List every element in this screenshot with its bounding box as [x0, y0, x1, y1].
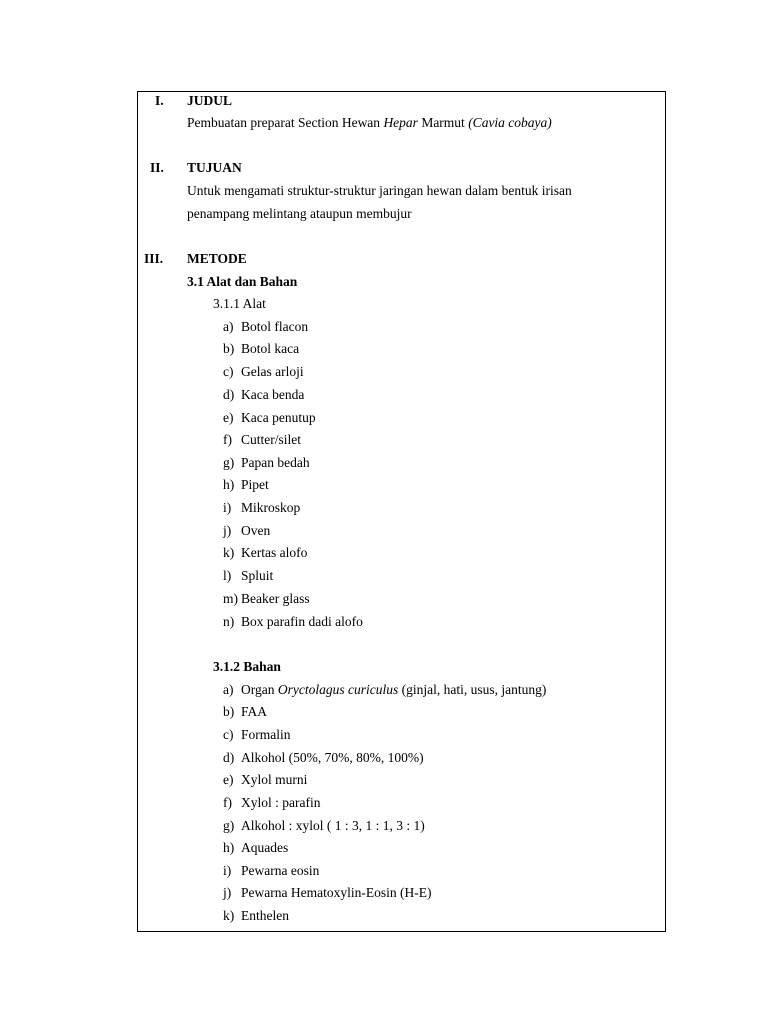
judul-text-italic-hepar: Hepar: [383, 115, 418, 130]
list-item-text: Oven: [241, 523, 271, 538]
list-item: [223, 885, 431, 901]
list-item: [223, 477, 269, 493]
list-item: [223, 727, 291, 743]
list-item-label: i): [223, 500, 232, 515]
list-item-text: Cutter/silet: [241, 432, 301, 447]
list-item-label: i): [223, 863, 232, 878]
list-item: [223, 387, 304, 403]
list-item-text-suffix: (ginjal, hati, usus, jantung): [398, 682, 547, 697]
list-item-text: Pipet: [241, 477, 269, 492]
judul-text-prefix: Pembuatan preparat Section Hewan: [187, 115, 384, 130]
list-item-text: Box parafin dadi alofo: [241, 614, 363, 629]
list-item-label: n): [223, 614, 235, 629]
list-item-text: Xylol murni: [241, 772, 308, 787]
list-item: [223, 840, 288, 856]
list-item-label: e): [223, 410, 234, 425]
list-item: [223, 750, 424, 766]
list-item-label: d): [223, 750, 235, 765]
judul-text-italic-species: (Cavia cobaya): [468, 115, 552, 130]
subheading-bahan: 3.1.2 Bahan: [213, 659, 281, 674]
list-item-label: h): [223, 840, 235, 855]
section-numeral-tujuan: II.: [150, 160, 164, 175]
list-item-text: Kaca penutup: [241, 410, 316, 425]
list-item: [223, 568, 273, 584]
list-item-label: k): [223, 545, 235, 560]
list-item-label: g): [223, 455, 235, 470]
list-item-text: Gelas arloji: [241, 364, 304, 379]
subheading-alat-dan-bahan: 3.1 Alat dan Bahan: [187, 274, 298, 289]
list-item: [223, 795, 320, 811]
list-item: [223, 818, 425, 834]
list-item-label: f): [223, 795, 232, 810]
list-item-label: b): [223, 704, 235, 719]
list-item-text: Pewarna eosin: [241, 863, 320, 878]
list-item: [223, 863, 319, 879]
heading-judul: JUDUL: [187, 93, 233, 108]
list-item-label: m): [223, 591, 238, 606]
list-item: [223, 500, 300, 516]
section-numeral-judul: I.: [155, 93, 164, 108]
list-item: [223, 523, 270, 539]
heading-tujuan: TUJUAN: [187, 160, 242, 175]
list-item: [223, 614, 363, 630]
list-item-label: h): [223, 477, 235, 492]
list-item: [223, 545, 307, 561]
subheading-alat: 3.1.1 Alat: [213, 296, 266, 311]
list-item-label: a): [223, 319, 234, 334]
section-numeral-metode: III.: [144, 251, 164, 266]
list-item-label: k): [223, 908, 235, 923]
list-item-text: Xylol : parafin: [241, 795, 321, 810]
list-item-text: FAA: [241, 704, 268, 719]
judul-text-mid: Marmut: [417, 115, 469, 130]
list-item-text: Enthelen: [241, 908, 289, 923]
list-item-label: e): [223, 772, 234, 787]
list-item-text: Botol flacon: [241, 319, 309, 334]
heading-metode: METODE: [187, 251, 247, 266]
list-item: [223, 772, 307, 788]
list-item-text: Mikroskop: [241, 500, 301, 515]
list-item-text: Kaca benda: [241, 387, 305, 402]
list-item: [223, 364, 304, 380]
list-item-text: Botol kaca: [241, 341, 300, 356]
list-item-label: b): [223, 341, 235, 356]
list-item-text: Formalin: [241, 727, 291, 742]
list-item-text-italic: Oryctolagus curiculus: [277, 682, 399, 697]
list-item: [223, 455, 310, 471]
list-item-text-prefix: Organ: [241, 682, 278, 697]
list-item-text: Kertas alofo: [241, 545, 308, 560]
tujuan-line-2: penampang melintang ataupun membujur: [187, 206, 412, 221]
list-item-label: d): [223, 387, 235, 402]
list-item-text: Pewarna Hematoxylin-Eosin (H-E): [241, 885, 432, 900]
list-item-label: c): [223, 727, 234, 742]
list-item-text: Spluit: [241, 568, 274, 583]
list-item-text: Beaker glass: [241, 591, 310, 606]
list-item: [223, 341, 299, 357]
list-item-label: f): [223, 432, 232, 447]
tujuan-line-1: Untuk mengamati struktur-struktur jaringan hewan dalam bentuk irisan: [187, 183, 572, 198]
list-item: [223, 319, 308, 335]
list-item-text: Alkohol (50%, 70%, 80%, 100%): [241, 750, 424, 765]
list-item: [223, 410, 316, 426]
list-item: [223, 908, 289, 924]
list-item-label: c): [223, 364, 234, 379]
list-item: [223, 682, 546, 698]
judul-text: [187, 115, 552, 131]
list-item-text: Alkohol : xylol ( 1 : 3, 1 : 1, 3 : 1): [241, 818, 425, 833]
list-item-text: Aquades: [241, 840, 289, 855]
list-item-label: a): [223, 682, 234, 697]
list-item-label: j): [223, 523, 232, 538]
list-item: [223, 591, 310, 607]
list-item: [223, 704, 267, 720]
list-item-label: l): [223, 568, 232, 583]
list-item-label: j): [223, 885, 232, 900]
list-item-label: g): [223, 818, 235, 833]
list-item-text: Papan bedah: [241, 455, 310, 470]
list-item: [223, 432, 301, 448]
